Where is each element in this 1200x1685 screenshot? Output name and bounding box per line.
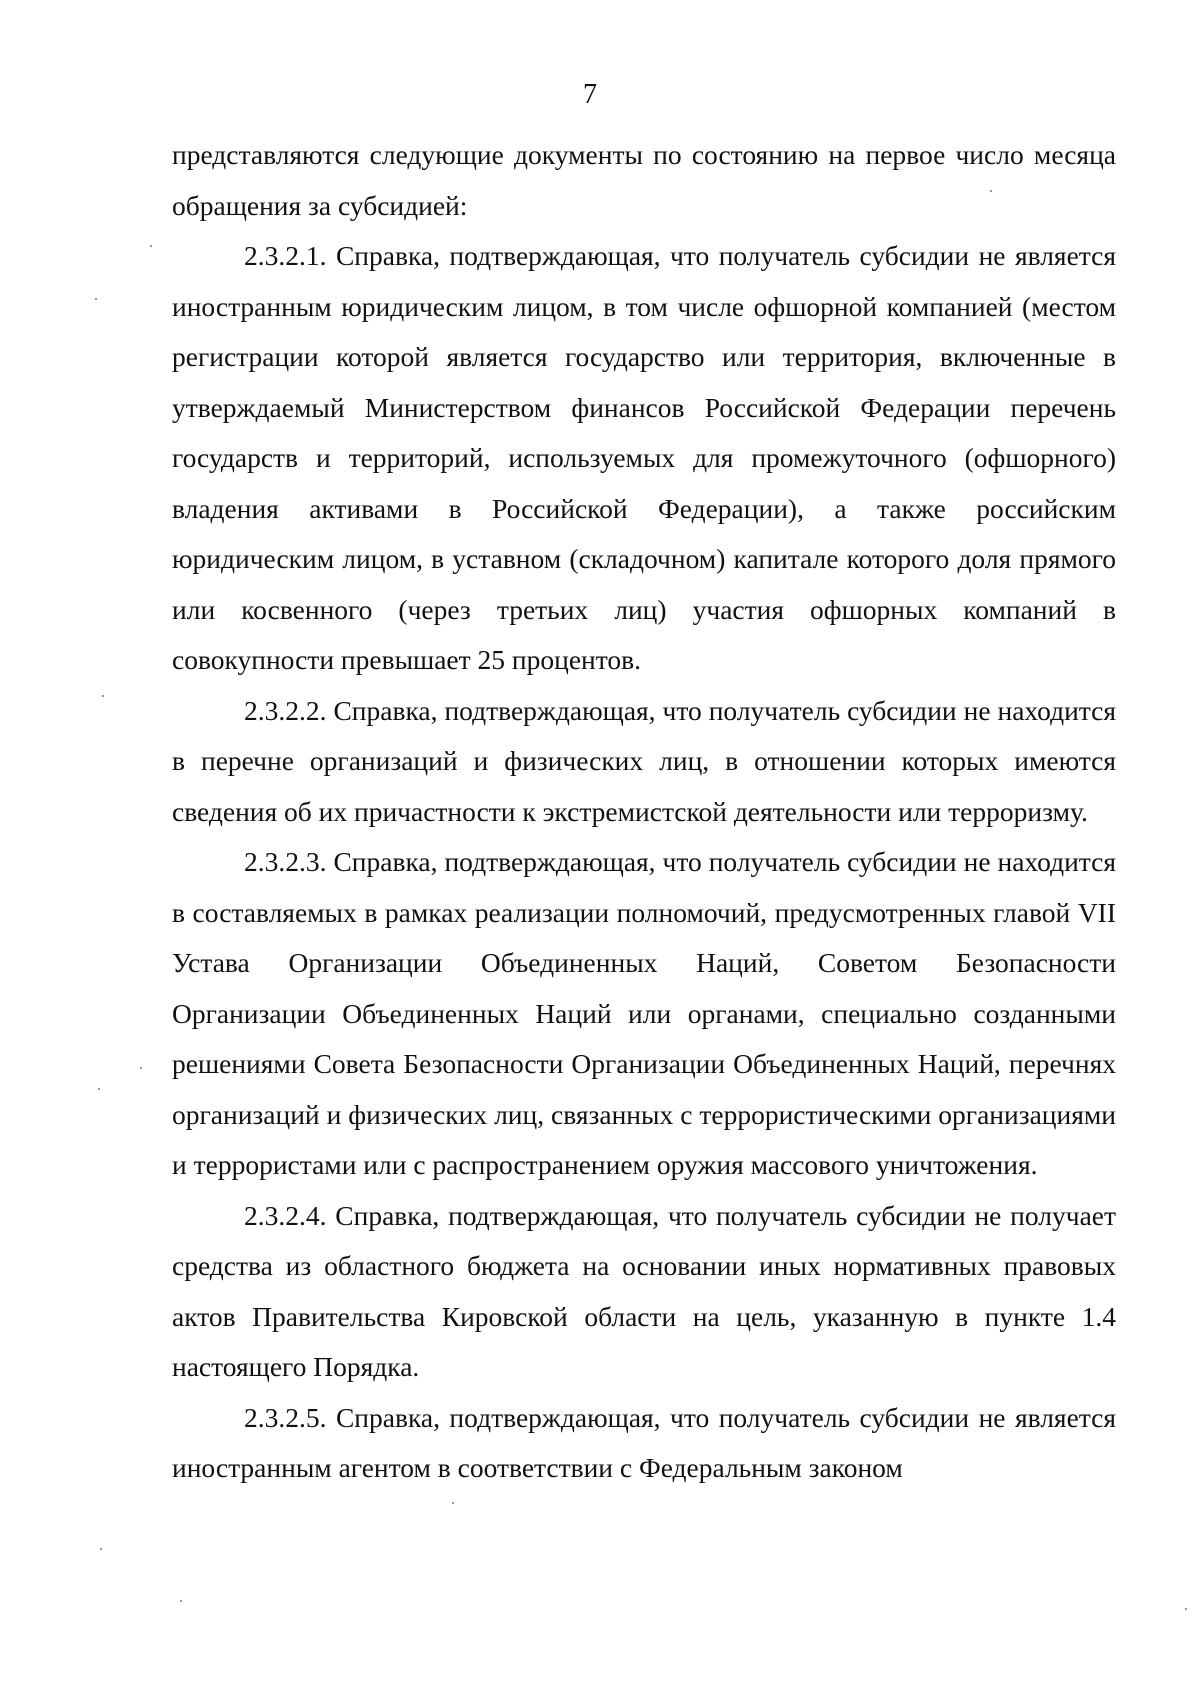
scan-speck: [98, 1088, 100, 1090]
scan-speck: [150, 245, 152, 247]
scan-speck: [180, 1600, 182, 1602]
scan-speck: [100, 1548, 102, 1550]
document-body: [172, 130, 1116, 1494]
scan-speck: [95, 298, 97, 300]
paragraph-2-3-2-4: 2.3.2.4. Справка, подтверждающая, что получатель субсидии не получает средства из областного бюджета на основании иных нормативных правовых актов Правительства Кировской области на цель, указанную в пункте 1.4 настоящего Порядка.: [172, 1199, 1116, 1382]
scan-speck: [452, 1502, 454, 1504]
paragraph-2-3-2-2: 2.3.2.2. Справка, подтверждающая, что получатель субсидии не находится в перечне организаций и физических лиц, в отношении которых имеются сведения об их причастности к экстремистской деятельности или терроризму.: [172, 694, 1116, 827]
paragraph-2-3-2-5: 2.3.2.5. Справка, подтверждающая, что получатель субсидии не является иностранным агентом в соответствии с Федеральным законом: [172, 1401, 1116, 1483]
page-number: 7: [583, 79, 597, 110]
paragraph-intro: представляются следующие документы по состоянию на первое число месяца обращения за субсидией:: [172, 139, 1116, 221]
paragraph-2-3-2-1: 2.3.2.1. Справка, подтверждающая, что получатель субсидии не является иностранным юридическим лицом, в том числе офшорной компанией (местом регистрации которой является государство или территория, включенные в утверждаемый Министерством финансов Российской Федерации перечень государств и территорий, используемых для промежуточного (офшорного) владения активами в Российской Федерации), а также российским юридическим лицом, в уставном (складочном) капитале которого доля прямого или косвенного (через третьих лиц) участия офшорных компаний в совокупности превышает 25 процентов.: [172, 240, 1116, 675]
paragraph-2-3-2-3: 2.3.2.3. Справка, подтверждающая, что получатель субсидии не находится в составляемых в рамках реализации полномочий, предусмотренных главой VII Устава Организации Объединенных Наций, Советом Безопасности Организации Объединенных Наций или органами, специально созданными решениями Совета Безопасности Организации Объединенных Наций, перечнях организаций и физических лиц, связанных с террористическими организациями и террористами или с распространением оружия массового уничтожения.: [172, 846, 1116, 1180]
scan-speck: [102, 695, 104, 697]
scan-speck: [990, 190, 992, 192]
scan-speck: [1185, 1608, 1187, 1610]
scan-speck: [140, 1067, 142, 1069]
